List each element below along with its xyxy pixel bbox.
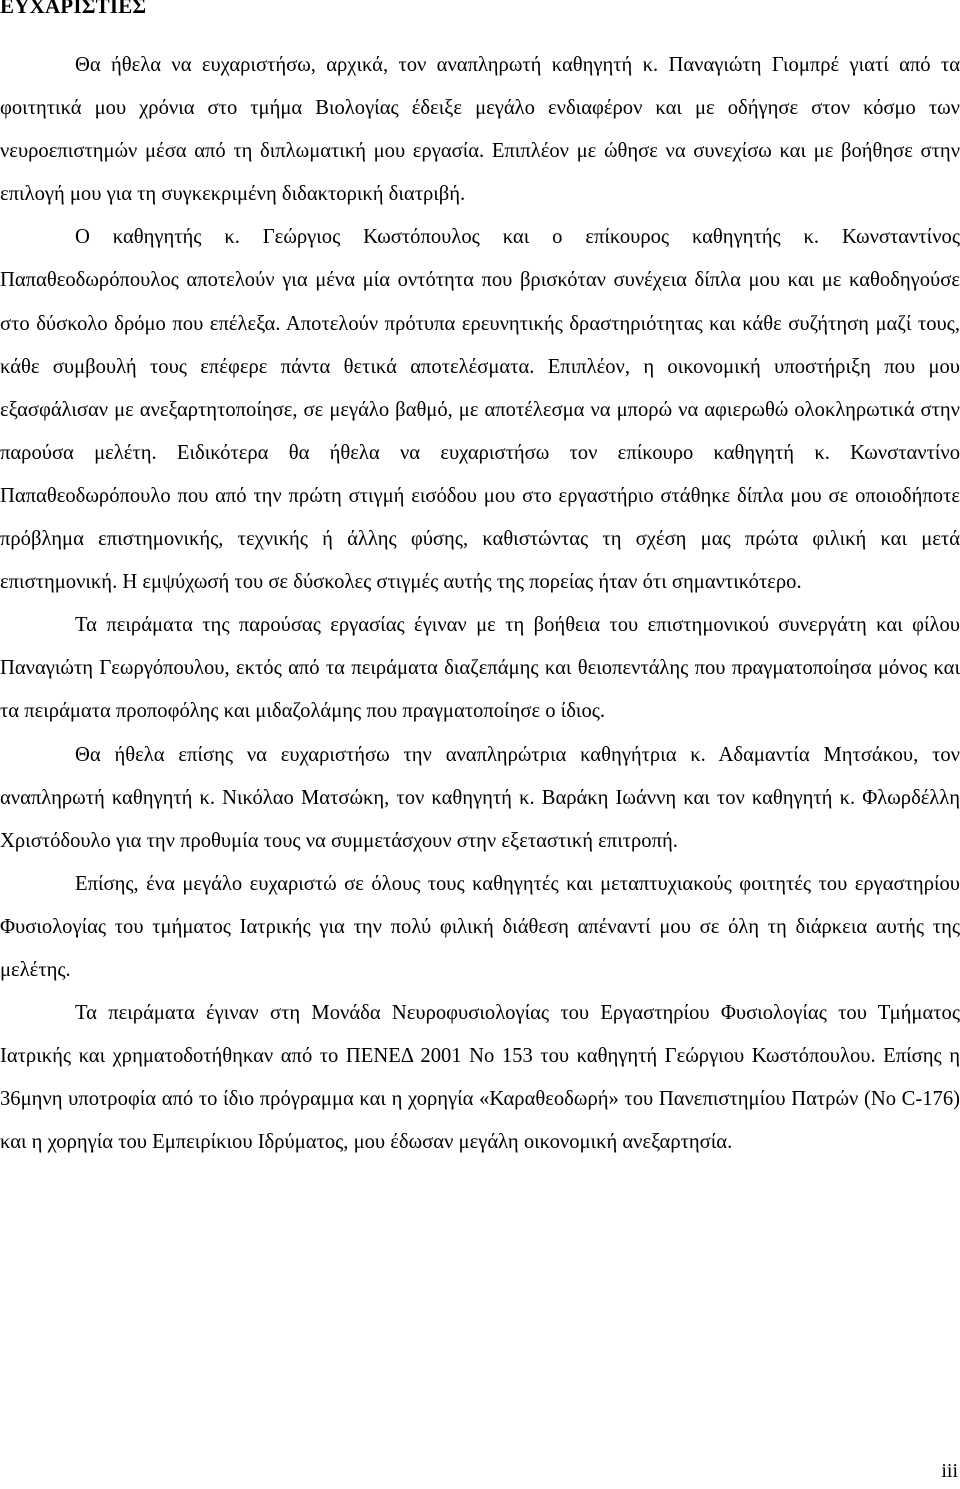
acknowledgements-body: [0, 44, 960, 1164]
page-number: iii: [941, 1460, 958, 1482]
paragraph-3: Τα πειράματα της παρούσας εργασίας έγιναν με τη βοήθεια του επιστημονικού συνεργάτη και φίλου Παναγιώτη Γεωργόπουλου, εκτός από τα πειράματα διαζεπάμης και θειοπεντάλης που πραγματοποίησα μόνος και τα πειράματα προποφόλης και μιδαζολάμης που πραγματοποίησε ο ίδιος.: [0, 614, 960, 723]
paragraph-4: Θα ήθελα επίσης να ευχαριστήσω την αναπληρώτρια καθηγήτρια κ. Αδαμαντία Μητσάκου, τον αναπληρωτή καθηγητή κ. Νικόλαο Ματσώκη, τον καθηγητή κ. Βαράκη Ιωάννη και τον καθηγητή κ. Φλωρδέλλη Χριστόδουλο για την προθυμία τους να συμμετάσχουν στην εξεταστική επιτροπή.: [0, 743, 960, 852]
page-heading: ΕΥΧΑΡΙΣΤΙΕΣ: [0, 0, 147, 18]
paragraph-5: Επίσης, ένα μεγάλο ευχαριστώ σε όλους τους καθηγητές και μεταπτυχιακούς φοιτητές του εργαστηρίου Φυσιολογίας του τμήματος Ιατρικής για την πολύ φιλική διάθεση απέναντί μου σε όλη τη διάρκεια αυτής της μελέτης.: [0, 872, 960, 981]
paragraph-6: Τα πειράματα έγιναν στη Μονάδα Νευροφυσιολογίας του Εργαστηρίου Φυσιολογίας του Τμήματος Ιατρικής και χρηματοδοτήθηκαν από το ΠΕΝΕΔ 2001 Νο 153 του καθηγητή Γεώργιου Κωστόπουλου. Επίσης η 36μηνη υποτροφία από το ίδιο πρόγραμμα και η χορηγία «Καραθεοδωρή» του Πανεπιστημίου Πατρών (Νο C-176) και η χορηγία του Εμπειρίκιου Ιδρύματος, μου έδωσαν μεγάλη οικονομική ανεξαρτησία.: [0, 1002, 960, 1154]
paragraph-1: Θα ήθελα να ευχαριστήσω, αρχικά, τον αναπληρωτή καθηγητή κ. Παναγιώτη Γιομπρέ γιατί από τα φοιτητικά μου χρόνια στο τμήμα Βιολογίας έδειξε μεγάλο ενδιαφέρον και με οδήγησε στον κόσμο των νευροεπιστημών μέσα από τη διπλωματική μου εργασία. Επιπλέον με ώθησε να συνεχίσω και με βοήθησε στην επιλογή μου για τη συγκεκριμένη διδακτορική διατριβή.: [0, 54, 960, 206]
paragraph-2: Ο καθηγητής κ. Γεώργιος Κωστόπουλος και ο επίκουρος καθηγητής κ. Κωνσταντίνος Παπαθεοδωρόπουλος αποτελούν για μένα μία οντότητα που βρισκόταν συνέχεια δίπλα μου και με καθοδηγούσε στο δύσκολο δρόμο που επέλεξα. Αποτελούν πρότυπα ερευνητικής δραστηριότητας και κάθε συζήτηση μαζί τους, κάθε συμβουλή τους επέφερε πάντα θετικά αποτελέσματα. Επιπλέον, η οικονομική υποστήριξη που μου εξασφάλισαν με ανεξαρτητοποίησε, σε μεγάλο βαθμό, με αποτέλεσμα να μπορώ να αφιερωθώ ολοκληρωτικά στην παρούσα μελέτη. Ειδικότερα θα ήθελα να ευχαριστήσω τον επίκουρο καθηγητή κ. Κωνσταντίνο Παπαθεοδωρόπουλο που από την πρώτη στιγμή εισόδου μου στο εργαστήριο στάθηκε δίπλα μου σε οποιοδήποτε πρόβλημα επιστημονικής, τεχνικής ή άλλης φύσης, καθιστώντας τη σχέση μας πρώτα φιλική και μετά επιστημονική. Η εμψύχωσή του σε δύσκολες στιγμές αυτής της πορείας ήταν ότι σημαντικότερο.: [0, 226, 960, 594]
